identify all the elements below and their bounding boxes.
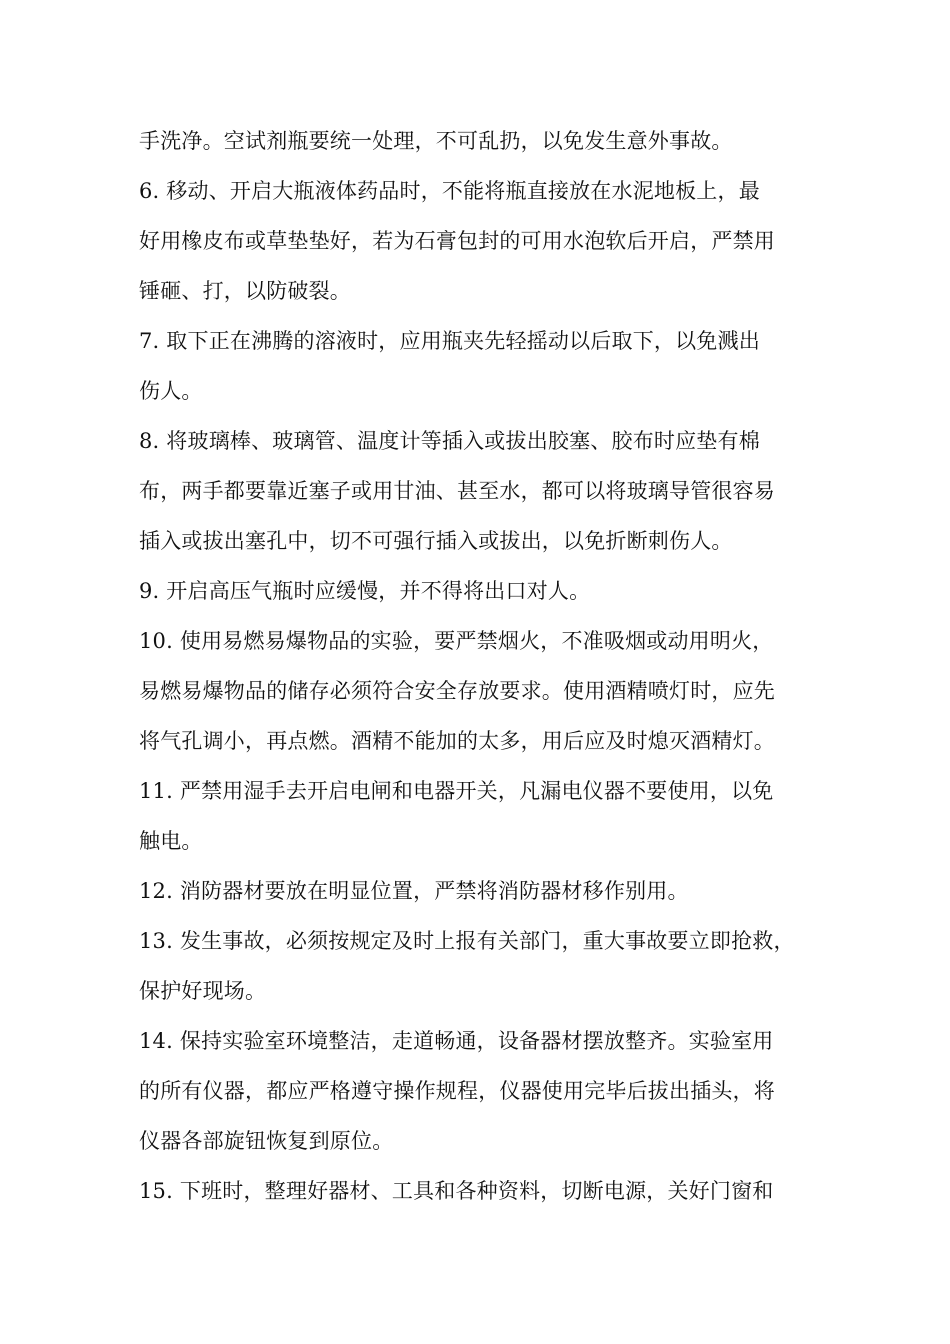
text-line: 6. 移动、开启大瓶液体药品时，不能将瓶直接放在水泥地板上，最 [139, 179, 760, 203]
text-line: 易燃易爆物品的储存必须符合安全存放要求。使用酒精喷灯时，应先 [139, 679, 775, 703]
text-line: 仪器各部旋钮恢复到原位。 [139, 1129, 394, 1153]
text-line: 将气孔调小，再点燃。酒精不能加的太多，用后应及时熄灭酒精灯。 [139, 729, 775, 753]
text-line: 的所有仪器，都应严格遵守操作规程，仪器使用完毕后拔出插头，将 [139, 1079, 775, 1103]
text-line: 13. 发生事故，必须按规定及时上报有关部门，重大事故要立即抢救， [139, 929, 795, 953]
text-line: 插入或拔出塞孔中，切不可强行插入或拔出，以免折断刺伤人。 [139, 529, 733, 553]
text-line: 15. 下班时，整理好器材、工具和各种资料，切断电源，关好门窗和 [139, 1179, 774, 1203]
text-line: 伤人。 [139, 379, 203, 403]
text-line: 7. 取下正在沸腾的溶液时，应用瓶夹先轻摇动以后取下，以免溅出 [139, 329, 760, 353]
text-line: 锤砸、打，以防破裂。 [139, 279, 351, 303]
text-line: 保护好现场。 [139, 979, 267, 1003]
text-line: 手洗净。空试剂瓶要统一处理，不可乱扔，以免发生意外事故。 [139, 129, 733, 153]
text-line: 9. 开启高压气瓶时应缓慢，并不得将出口对人。 [139, 579, 591, 603]
text-line: 布，两手都要靠近塞子或用甘油、甚至水，都可以将玻璃导管很容易 [139, 479, 775, 503]
text-line: 10. 使用易燃易爆物品的实验，要严禁烟火，不准吸烟或动用明火， [139, 629, 774, 653]
text-line: 8. 将玻璃棒、玻璃管、温度计等插入或拔出胶塞、胶布时应垫有棉 [139, 429, 760, 453]
text-line: 好用橡皮布或草垫垫好，若为石膏包封的可用水泡软后开启，严禁用 [139, 229, 775, 253]
text-line: 12. 消防器材要放在明显位置，严禁将消防器材移作别用。 [139, 879, 689, 903]
text-line: 11. 严禁用湿手去开启电闸和电器开关，凡漏电仪器不要使用，以免 [139, 779, 774, 803]
text-line: 触电。 [139, 829, 203, 853]
document-body [139, 120, 839, 1220]
text-line: 14. 保持实验室环境整洁，走道畅通，设备器材摆放整齐。实验室用 [139, 1029, 774, 1053]
